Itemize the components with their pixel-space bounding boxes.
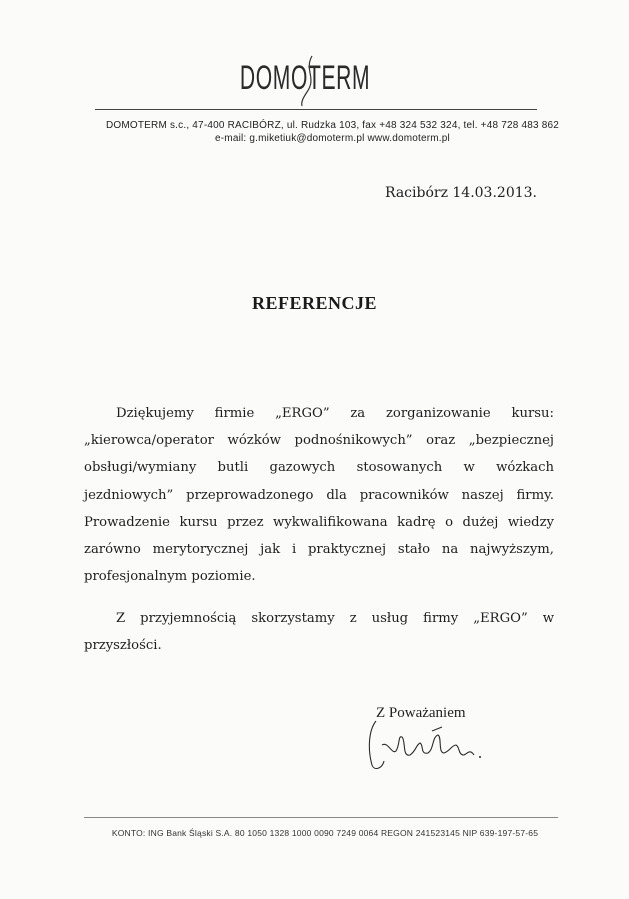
footer-divider [84, 817, 558, 818]
logo-flame-icon [295, 52, 325, 108]
body-paragraph-1: Dziękujemy firmie „ERGO” za zorganizowanie kursu: „kierowca/operator wózków podnośnikowych” oraz „bezpiecznej obsługi/wymiany butli gazowych stosowanych w wózkach jezdniowych” przeprowadzonego dla pracowników naszej firmy. Prowadzenie kursu przez wykwalifikowana kadrę o dużej wiedzy zarówno merytorycznej jak i praktycznej stało na najwyższym, profesjonalnym poziomie. [84, 406, 554, 585]
logo-text: DOMOTERM [239, 59, 371, 97]
company-address: DOMOTERM s.c., 47-400 RACIBÓRZ, ul. Rudzka 103, fax +48 324 532 324, tel. +48 728 483 862 [105, 120, 560, 131]
domoterm-logo [200, 52, 380, 108]
bank-details-footer: KONTO: ING Bank Śląski S.A. 80 1050 1328 1000 0090 7249 0064 REGON 241523145 NIP 639-197-57-65 [111, 828, 539, 838]
body-paragraph-2: Z przyjemnością skorzystamy z usług firmy „ERGO” w przyszłości. [84, 611, 554, 654]
letter-title: REFERENCJE [251, 293, 377, 313]
header-divider [95, 109, 537, 110]
company-contact: e-mail: g.miketiuk@domoterm.pl www.domoterm.pl [215, 133, 450, 144]
letter-date: Racibórz 14.03.2013. [384, 185, 537, 201]
handwritten-signature [362, 715, 502, 775]
closing-salutation: Z Poważaniem [376, 705, 466, 721]
